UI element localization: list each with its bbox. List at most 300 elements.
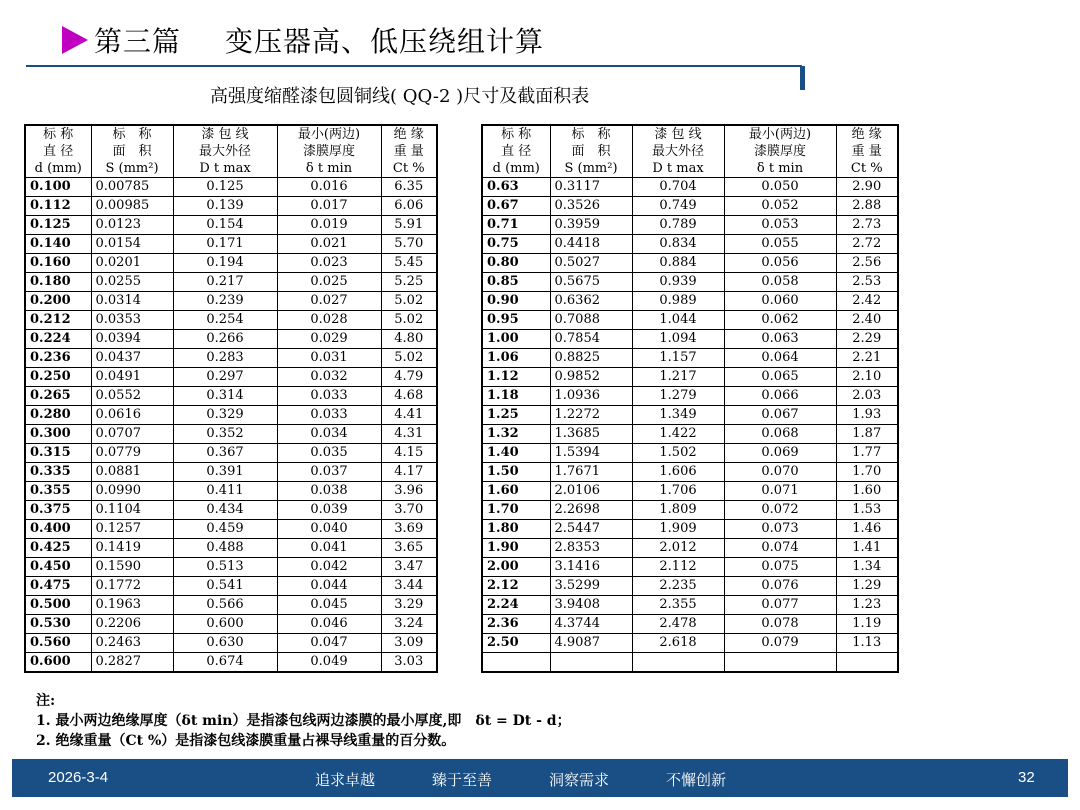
- diameter-cell: 0.315: [25, 444, 91, 463]
- table-cell: 4.31: [381, 425, 437, 444]
- table-cell: 0.052: [724, 197, 836, 216]
- table-row: [482, 444, 898, 463]
- table-cell: 0.053: [724, 216, 836, 235]
- table-cell: 0.065: [724, 368, 836, 387]
- table-cell: 5.02: [381, 311, 437, 330]
- table-cell: 2.235: [632, 577, 724, 596]
- table-cell: 0.0616: [91, 406, 173, 425]
- column-header: D t max: [173, 160, 277, 178]
- table-cell: 0.0154: [91, 235, 173, 254]
- table-cell: 1.094: [632, 330, 724, 349]
- header-row: [482, 160, 898, 178]
- table-cell: 0.630: [173, 634, 277, 653]
- table-cell: 0.072: [724, 501, 836, 520]
- diameter-cell: 1.50: [482, 463, 550, 482]
- column-header: 重 量: [381, 143, 437, 160]
- table-cell: 0.025: [277, 273, 381, 292]
- table-cell: 1.34: [836, 558, 898, 577]
- table-cell: 3.24: [381, 615, 437, 634]
- table-cell: 0.041: [277, 539, 381, 558]
- table-title: 高强度缩醛漆包圆铜线( QQ-2 )尺寸及截面积表: [210, 86, 590, 107]
- table-row: [482, 615, 898, 634]
- notes-label: 注:: [36, 693, 56, 709]
- table-row: [25, 368, 437, 387]
- diameter-cell: 0.180: [25, 273, 91, 292]
- table-cell: 0.5027: [550, 254, 632, 273]
- diameter-cell: 0.90: [482, 292, 550, 311]
- table-cell: 0.033: [277, 387, 381, 406]
- table-cell: 0.1104: [91, 501, 173, 520]
- table-cell: 0.3959: [550, 216, 632, 235]
- table-cell: 2.8353: [550, 539, 632, 558]
- diameter-cell: 0.450: [25, 558, 91, 577]
- table-cell: 2.0106: [550, 482, 632, 501]
- table-cell: 5.70: [381, 235, 437, 254]
- table-cell: 0.1963: [91, 596, 173, 615]
- table-cell: 0.254: [173, 311, 277, 330]
- diameter-cell: 0.85: [482, 273, 550, 292]
- table-cell: 0.884: [632, 254, 724, 273]
- table-cell: 0.939: [632, 273, 724, 292]
- column-header: 绝 缘: [381, 125, 437, 143]
- slide-title: [62, 20, 544, 60]
- table-cell: 0.028: [277, 311, 381, 330]
- table-cell: 3.03: [381, 653, 437, 673]
- table-cell: 1.3685: [550, 425, 632, 444]
- table-row: [482, 653, 898, 673]
- table-cell: 0.314: [173, 387, 277, 406]
- table-cell: [836, 653, 898, 673]
- table-cell: 3.65: [381, 539, 437, 558]
- column-header: 漆膜厚度: [277, 143, 381, 160]
- column-header: 标 称: [25, 125, 91, 143]
- table-cell: 3.44: [381, 577, 437, 596]
- table-row: [482, 349, 898, 368]
- table-cell: 0.037: [277, 463, 381, 482]
- table-cell: 0.077: [724, 596, 836, 615]
- table-cell: 0.171: [173, 235, 277, 254]
- title-divider: [26, 65, 802, 67]
- footer-motto-3: 洞察需求: [549, 772, 610, 789]
- column-header: 绝 缘: [836, 125, 898, 143]
- table-row: [25, 558, 437, 577]
- table-row: [482, 539, 898, 558]
- table-cell: 1.23: [836, 596, 898, 615]
- table-cell: 0.0990: [91, 482, 173, 501]
- table-cell: 0.5675: [550, 273, 632, 292]
- table-row: [25, 444, 437, 463]
- diameter-cell: 2.12: [482, 577, 550, 596]
- diameter-cell: 1.70: [482, 501, 550, 520]
- table-row: [482, 330, 898, 349]
- column-header: d (mm): [482, 160, 550, 178]
- table-cell: 5.45: [381, 254, 437, 273]
- table-cell: 0.989: [632, 292, 724, 311]
- diameter-cell: 2.50: [482, 634, 550, 653]
- table-cell: 0.038: [277, 482, 381, 501]
- table-cell: 0.069: [724, 444, 836, 463]
- table-row: [482, 520, 898, 539]
- table-cell: 0.076: [724, 577, 836, 596]
- column-header: 直 径: [482, 143, 550, 160]
- table-cell: 2.73: [836, 216, 898, 235]
- table-cell: 1.279: [632, 387, 724, 406]
- diameter-cell: 0.160: [25, 254, 91, 273]
- table-cell: 0.066: [724, 387, 836, 406]
- table-cell: 0.139: [173, 197, 277, 216]
- table-cell: 2.03: [836, 387, 898, 406]
- table-cell: 2.112: [632, 558, 724, 577]
- table-row: [25, 235, 437, 254]
- table-cell: 0.541: [173, 577, 277, 596]
- footer-bar: [12, 759, 1068, 797]
- table-cell: 3.29: [381, 596, 437, 615]
- diameter-cell: 1.40: [482, 444, 550, 463]
- table-row: [25, 216, 437, 235]
- column-header: 最小(两边): [724, 125, 836, 143]
- table-cell: 0.056: [724, 254, 836, 273]
- table-row: [25, 387, 437, 406]
- diameter-cell: 0.200: [25, 292, 91, 311]
- table-cell: 1.53: [836, 501, 898, 520]
- table-cell: 5.02: [381, 292, 437, 311]
- diameter-cell: 0.100: [25, 178, 91, 197]
- table-cell: 0.064: [724, 349, 836, 368]
- table-cell: 0.046: [277, 615, 381, 634]
- table-cell: 0.023: [277, 254, 381, 273]
- table-cell: 0.297: [173, 368, 277, 387]
- table-cell: 0.266: [173, 330, 277, 349]
- table-cell: 6.06: [381, 197, 437, 216]
- table-cell: 0.032: [277, 368, 381, 387]
- table-cell: 0.00985: [91, 197, 173, 216]
- wire-table-right: [481, 124, 899, 673]
- diameter-cell: 0.140: [25, 235, 91, 254]
- column-header: 漆 包 线: [173, 125, 277, 143]
- table-cell: 0.027: [277, 292, 381, 311]
- table-cell: 0.062: [724, 311, 836, 330]
- wire-table-left: [24, 124, 438, 673]
- diameter-cell: 2.36: [482, 615, 550, 634]
- table-row: [25, 634, 437, 653]
- table-cell: 0.8825: [550, 349, 632, 368]
- header-row: [25, 143, 437, 160]
- table-cell: 0.0201: [91, 254, 173, 273]
- table-cell: 0.1590: [91, 558, 173, 577]
- table-row: [482, 254, 898, 273]
- table-cell: 0.050: [724, 178, 836, 197]
- title-text: 变压器高、低压绕组计算: [225, 25, 545, 58]
- table-cell: 0.060: [724, 292, 836, 311]
- table-row: [482, 577, 898, 596]
- table-cell: 0.7088: [550, 311, 632, 330]
- table-cell: 0.434: [173, 501, 277, 520]
- table-row: [482, 292, 898, 311]
- table-cell: 0.674: [173, 653, 277, 673]
- table-row: [482, 406, 898, 425]
- diameter-cell: 0.475: [25, 577, 91, 596]
- table-cell: 0.068: [724, 425, 836, 444]
- table-cell: 1.93: [836, 406, 898, 425]
- table-cell: 5.25: [381, 273, 437, 292]
- diameter-cell: 0.300: [25, 425, 91, 444]
- table-cell: 0.00785: [91, 178, 173, 197]
- table-cell: 4.9087: [550, 634, 632, 653]
- table-cell: 0.283: [173, 349, 277, 368]
- table-cell: 2.42: [836, 292, 898, 311]
- table-cell: 0.391: [173, 463, 277, 482]
- table-row: [25, 406, 437, 425]
- table-cell: 0.566: [173, 596, 277, 615]
- table-cell: 1.909: [632, 520, 724, 539]
- table-cell: 2.5447: [550, 520, 632, 539]
- table-cell: 0.513: [173, 558, 277, 577]
- table-row: [25, 254, 437, 273]
- page-number: 32: [1018, 769, 1035, 786]
- diameter-cell: 0.280: [25, 406, 91, 425]
- table-row: [25, 178, 437, 197]
- diameter-cell: 2.24: [482, 596, 550, 615]
- title-section: 第三篇: [94, 25, 182, 58]
- table-row: [482, 425, 898, 444]
- table-cell: 2.90: [836, 178, 898, 197]
- column-header: 标 称: [550, 125, 632, 143]
- diameter-cell: 0.212: [25, 311, 91, 330]
- table-cell: 1.87: [836, 425, 898, 444]
- diameter-cell: 0.67: [482, 197, 550, 216]
- table-cell: 2.21: [836, 349, 898, 368]
- table-cell: 0.0491: [91, 368, 173, 387]
- diameter-cell: 0.500: [25, 596, 91, 615]
- table-row: [25, 501, 437, 520]
- table-cell: 0.042: [277, 558, 381, 577]
- diameter-cell: [482, 653, 550, 673]
- diameter-cell: 1.18: [482, 387, 550, 406]
- table-row: [25, 330, 437, 349]
- table-cell: 0.1419: [91, 539, 173, 558]
- column-header: 漆 包 线: [632, 125, 724, 143]
- table-cell: 0.0394: [91, 330, 173, 349]
- diameter-cell: 0.425: [25, 539, 91, 558]
- table-cell: 1.60: [836, 482, 898, 501]
- table-cell: 0.600: [173, 615, 277, 634]
- table-cell: 2.355: [632, 596, 724, 615]
- table-cell: 1.77: [836, 444, 898, 463]
- column-header: 最大外径: [632, 143, 724, 160]
- diameter-cell: 0.236: [25, 349, 91, 368]
- table-cell: 3.96: [381, 482, 437, 501]
- table-cell: 1.217: [632, 368, 724, 387]
- header-row: [482, 125, 898, 143]
- footer-motto-4: 不懈创新: [666, 772, 727, 789]
- table-cell: 2.478: [632, 615, 724, 634]
- diameter-cell: 1.25: [482, 406, 550, 425]
- table-cell: 2.53: [836, 273, 898, 292]
- header-row: [25, 160, 437, 178]
- table-cell: 2.88: [836, 197, 898, 216]
- table-cell: 0.0552: [91, 387, 173, 406]
- footer-motto-1: 追求卓越: [315, 772, 376, 789]
- column-header: 标 称: [482, 125, 550, 143]
- table-cell: 0.749: [632, 197, 724, 216]
- table-cell: 5.91: [381, 216, 437, 235]
- column-header: S (mm²): [91, 160, 173, 178]
- table-cell: 0.075: [724, 558, 836, 577]
- table-cell: 0.329: [173, 406, 277, 425]
- table-cell: 0.0707: [91, 425, 173, 444]
- table-cell: 4.17: [381, 463, 437, 482]
- table-cell: 0.0881: [91, 463, 173, 482]
- table-cell: 1.157: [632, 349, 724, 368]
- diameter-cell: 0.71: [482, 216, 550, 235]
- diameter-cell: 2.00: [482, 558, 550, 577]
- table-row: [482, 273, 898, 292]
- table-cell: 0.021: [277, 235, 381, 254]
- diameter-cell: 1.06: [482, 349, 550, 368]
- column-header: 最小(两边): [277, 125, 381, 143]
- note-2: 2. 绝缘重量（Ct %）是指漆包线漆膜重量占裸导线重量的百分数。: [36, 733, 456, 749]
- table-cell: 4.15: [381, 444, 437, 463]
- table-cell: 4.41: [381, 406, 437, 425]
- table-cell: 0.367: [173, 444, 277, 463]
- table-row: [482, 634, 898, 653]
- table-cell: 1.349: [632, 406, 724, 425]
- table-row: [25, 292, 437, 311]
- table-cell: 0.017: [277, 197, 381, 216]
- diameter-cell: 0.80: [482, 254, 550, 273]
- table-cell: 0.0437: [91, 349, 173, 368]
- table-cell: 0.459: [173, 520, 277, 539]
- column-header: δ t min: [277, 160, 381, 178]
- table-cell: 1.0936: [550, 387, 632, 406]
- table-cell: 3.69: [381, 520, 437, 539]
- table-cell: 1.70: [836, 463, 898, 482]
- diameter-cell: 0.355: [25, 482, 91, 501]
- table-cell: 0.239: [173, 292, 277, 311]
- diameter-cell: 0.600: [25, 653, 91, 673]
- table-cell: 0.070: [724, 463, 836, 482]
- table-cell: 1.41: [836, 539, 898, 558]
- table-cell: 0.704: [632, 178, 724, 197]
- table-cell: 3.5299: [550, 577, 632, 596]
- table-cell: 0.7854: [550, 330, 632, 349]
- table-cell: 3.09: [381, 634, 437, 653]
- table-cell: 0.217: [173, 273, 277, 292]
- diameter-cell: 0.375: [25, 501, 91, 520]
- table-cell: 0.058: [724, 273, 836, 292]
- diameter-cell: 0.335: [25, 463, 91, 482]
- table-row: [25, 596, 437, 615]
- table-cell: 2.10: [836, 368, 898, 387]
- table-cell: 2.72: [836, 235, 898, 254]
- table-cell: 3.1416: [550, 558, 632, 577]
- column-header: 面 积: [91, 143, 173, 160]
- table-cell: 0.045: [277, 596, 381, 615]
- table-cell: 0.040: [277, 520, 381, 539]
- table-row: [482, 178, 898, 197]
- table-cell: 0.789: [632, 216, 724, 235]
- table-cell: 0.035: [277, 444, 381, 463]
- column-header: d (mm): [25, 160, 91, 178]
- table-cell: 3.70: [381, 501, 437, 520]
- table-cell: 0.034: [277, 425, 381, 444]
- column-header: 重 量: [836, 143, 898, 160]
- table-row: [482, 235, 898, 254]
- table-cell: 1.13: [836, 634, 898, 653]
- table-cell: 0.016: [277, 178, 381, 197]
- diameter-cell: 0.530: [25, 615, 91, 634]
- table-cell: 0.194: [173, 254, 277, 273]
- table-cell: 0.029: [277, 330, 381, 349]
- table-row: [25, 653, 437, 673]
- column-header: 标 称: [91, 125, 173, 143]
- table-cell: 0.073: [724, 520, 836, 539]
- table-row: [482, 387, 898, 406]
- table-cell: 5.02: [381, 349, 437, 368]
- table-cell: 1.809: [632, 501, 724, 520]
- table-cell: 0.9852: [550, 368, 632, 387]
- table-row: [25, 273, 437, 292]
- table-cell: 0.067: [724, 406, 836, 425]
- table-cell: 6.35: [381, 178, 437, 197]
- table-row: [482, 216, 898, 235]
- table-cell: [550, 653, 632, 673]
- table-cell: 0.3117: [550, 178, 632, 197]
- column-header: S (mm²): [550, 160, 632, 178]
- table-cell: 0.055: [724, 235, 836, 254]
- arrow-bullet-icon: [62, 26, 88, 54]
- table-row: [25, 349, 437, 368]
- header-row: [482, 143, 898, 160]
- table-cell: 0.047: [277, 634, 381, 653]
- table-row: [25, 482, 437, 501]
- table-cell: 1.7671: [550, 463, 632, 482]
- title-divider-end: [800, 66, 805, 90]
- table-cell: 1.5394: [550, 444, 632, 463]
- table-row: [25, 197, 437, 216]
- diameter-cell: 0.560: [25, 634, 91, 653]
- table-cell: 1.46: [836, 520, 898, 539]
- table-row: [25, 463, 437, 482]
- notes: [36, 691, 571, 751]
- table-cell: 0.079: [724, 634, 836, 653]
- table-cell: 0.411: [173, 482, 277, 501]
- table-cell: 0.019: [277, 216, 381, 235]
- table-cell: 0.0779: [91, 444, 173, 463]
- table-row: [482, 197, 898, 216]
- table-row: [25, 539, 437, 558]
- table-cell: 0.071: [724, 482, 836, 501]
- table-cell: 0.078: [724, 615, 836, 634]
- diameter-cell: 1.90: [482, 539, 550, 558]
- diameter-cell: 1.00: [482, 330, 550, 349]
- table-cell: 2.56: [836, 254, 898, 273]
- table-cell: 1.044: [632, 311, 724, 330]
- table-cell: 1.2272: [550, 406, 632, 425]
- footer-date: 2026-3-4: [48, 769, 109, 786]
- table-cell: 0.125: [173, 178, 277, 197]
- table-cell: 4.80: [381, 330, 437, 349]
- table-cell: 2.29: [836, 330, 898, 349]
- table-cell: 0.154: [173, 216, 277, 235]
- table-cell: 0.834: [632, 235, 724, 254]
- table-row: [482, 463, 898, 482]
- table-row: [25, 425, 437, 444]
- table-cell: 0.0255: [91, 273, 173, 292]
- diameter-cell: 1.60: [482, 482, 550, 501]
- note-1: 1. 最小两边绝缘厚度（δt min）是指漆包线两边漆膜的最小厚度,即 δt = Dt - d；: [36, 713, 571, 729]
- table-cell: [724, 653, 836, 673]
